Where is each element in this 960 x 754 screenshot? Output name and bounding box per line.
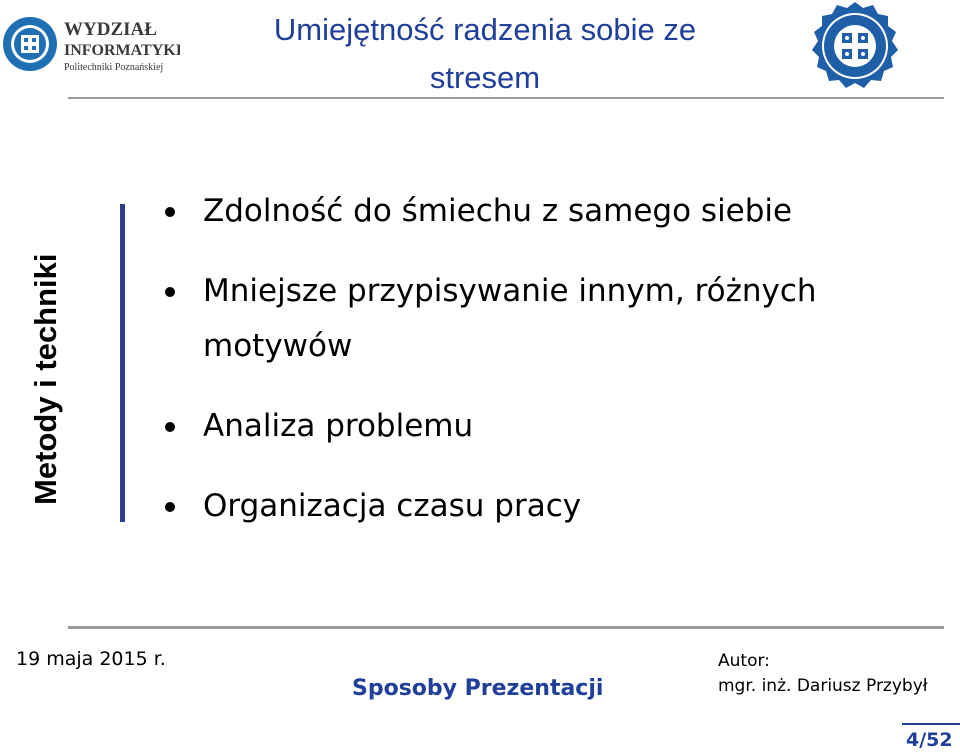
footer-presentation-title: Sposoby Prezentacji <box>352 676 604 701</box>
bullet-item <box>165 479 885 534</box>
logo-line3: Politechniki Poznańskiej <box>64 62 164 73</box>
section-accent-bar <box>120 204 125 522</box>
bullet-item <box>165 264 885 374</box>
bullet-dot-icon <box>165 207 175 217</box>
bullet-text: Zdolność do śmiechu z samego siebie <box>203 193 793 229</box>
footer-author-label: Autor: <box>718 651 770 671</box>
bullet-item <box>165 399 885 454</box>
university-seal-icon <box>808 0 902 92</box>
bullet-dot-icon <box>165 422 175 432</box>
footer-date: 19 maja 2015 r. <box>16 648 166 670</box>
logo-line2: INFORMATYKI <box>64 42 180 59</box>
bullet-text: Mniejsze przypisywanie innym, różnych motywów <box>203 273 817 364</box>
section-label: Metody i techniki <box>28 253 63 505</box>
bullet-text: Organizacja czasu pracy <box>203 488 582 524</box>
page-number <box>906 729 953 751</box>
header-divider <box>68 97 944 99</box>
bullet-dot-icon <box>165 287 175 297</box>
page-number-text: 4/52 <box>906 729 953 751</box>
bullet-list <box>165 184 885 559</box>
footer-author-name: mgr. inż. Dariusz Przybył <box>718 676 928 696</box>
logo-line1: WYDZIAŁ <box>64 19 157 40</box>
page-number-rule <box>902 723 960 725</box>
faculty-logo <box>2 14 180 76</box>
footer-divider <box>68 626 944 629</box>
university-logo <box>808 0 902 92</box>
faculty-seal-icon <box>2 14 180 76</box>
page-title: Umiejętność radzenia sobie ze stresem <box>273 12 697 95</box>
bullet-dot-icon <box>165 502 175 512</box>
bullet-item <box>165 184 885 239</box>
bullet-text: Analiza problemu <box>203 408 474 444</box>
